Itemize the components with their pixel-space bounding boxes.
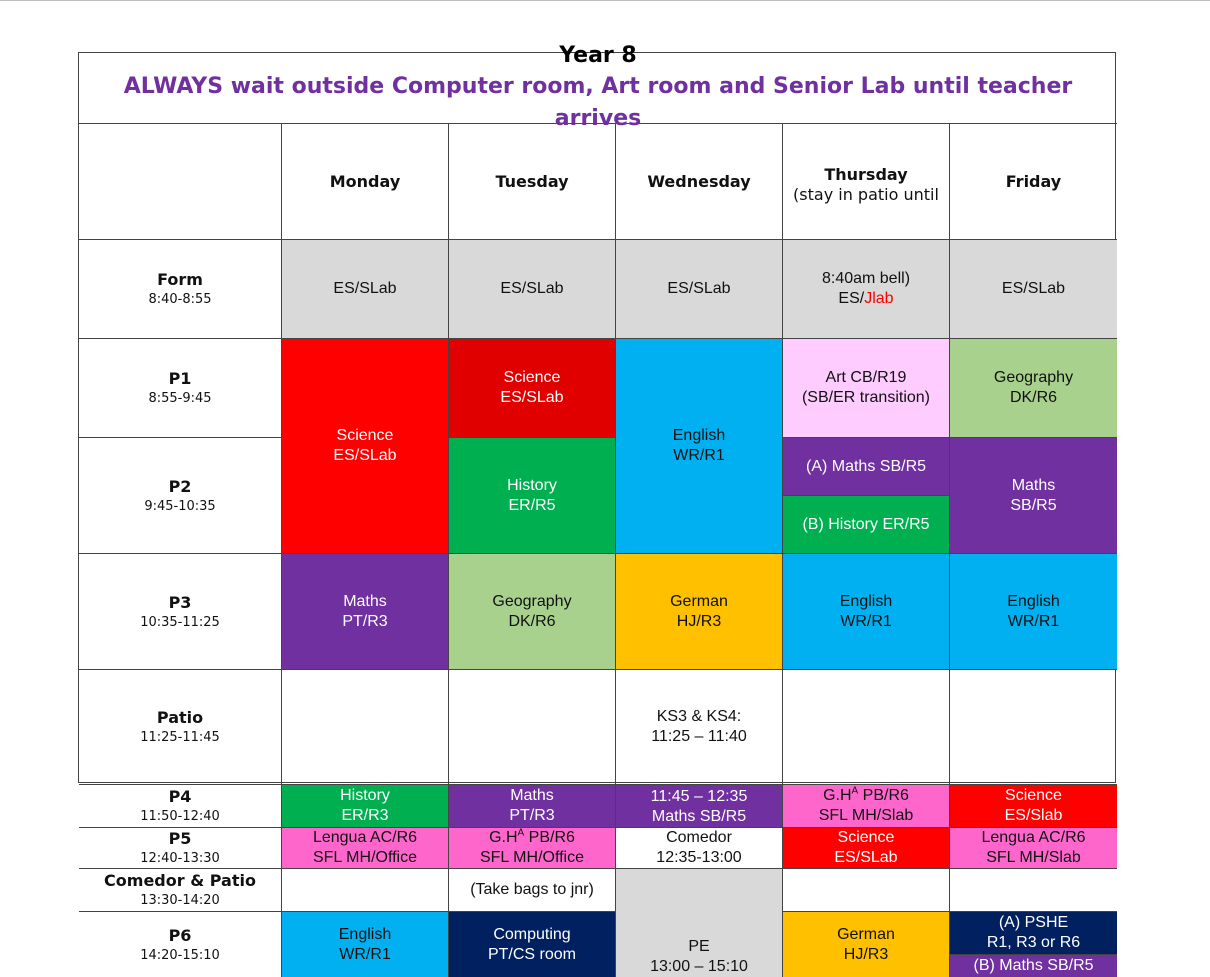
cell-form-wednesday: ES/SLab [616, 240, 783, 339]
cell-p5-wednesday: Comedor 12:35-13:00 [616, 828, 783, 869]
cell-p6-tuesday: Computing PT/CS room [449, 912, 616, 977]
day-header-thursday: Thursday (stay in patio until [783, 124, 950, 240]
cell-form-tuesday: ES/SLab [449, 240, 616, 339]
period-label-p5: P5 12:40-13:30 [79, 828, 282, 869]
cell-p3-friday: English WR/R1 [950, 554, 1117, 670]
timetable-grid [78, 43, 1116, 975]
cell-patio-wednesday: KS3 & KS4: 11:25 – 11:40 [616, 670, 783, 785]
period-label-p1: P1 8:55-9:45 [79, 339, 282, 438]
cell-comedor-friday [950, 869, 1117, 912]
cell-p4-wednesday: 11:45 – 12:35 Maths SB/R5 [616, 785, 783, 828]
period-label-comedor: Comedor & Patio 13:30-14:20 [79, 869, 282, 912]
jlab-highlight: Jlab [864, 290, 894, 307]
day-header-wednesday: Wednesday [616, 124, 783, 240]
cell-comedor-monday [282, 869, 449, 912]
cell-patio-thursday [783, 670, 950, 785]
cell-patio-friday [950, 670, 1117, 785]
cell-p3-wednesday: German HJ/R3 [616, 554, 783, 670]
top-border-line [0, 0, 1210, 1]
cell-p4-friday: Science ES/Slab [950, 785, 1117, 828]
thursday-note: (stay in patio until [793, 184, 939, 204]
cell-p3-tuesday: Geography DK/R6 [449, 554, 616, 670]
cell-p1p2-wednesday: English WR/R1 [616, 339, 783, 554]
day-header-monday: Monday [282, 124, 449, 240]
cell-p4-monday: History ER/R3 [282, 785, 449, 828]
cell-p1-friday: Geography DK/R6 [950, 339, 1117, 438]
period-label-p4: P4 11:50-12:40 [79, 785, 282, 828]
cell-patio-tuesday [449, 670, 616, 785]
cell-p6b-friday: (B) Maths SB/R5 [950, 955, 1117, 977]
cell-p2-tuesday: History ER/R5 [449, 438, 616, 554]
cell-form-thursday: 8:40am bell) ES/Jlab [783, 240, 950, 339]
timetable-header [79, 43, 1117, 131]
cell-comedor-thursday [783, 869, 950, 912]
cell-p5-thursday: Science ES/SLab [783, 828, 950, 869]
cell-form-friday: ES/SLab [950, 240, 1117, 339]
day-header-tuesday: Tuesday [449, 124, 616, 240]
cell-p1-tuesday: Science ES/SLab [449, 339, 616, 438]
period-label-p3: P3 10:35-11:25 [79, 554, 282, 670]
cell-p3-monday: Maths PT/R3 [282, 554, 449, 670]
cell-p5-tuesday: $G.H^A$ PB/R6 SFL MH/Office [449, 828, 616, 869]
cell-p1p2-monday: Science ES/SLab [282, 339, 449, 554]
corner-cell [79, 124, 282, 240]
cell-p1-thursday: Art CB/R19 (SB/ER transition) [783, 339, 950, 438]
cell-pe-wednesday: PE 13:00 – 15:10 [616, 869, 783, 977]
page-subtitle: ALWAYS wait outside Computer room, Art room and Senior Lab until teacher arrives [123, 74, 1073, 131]
period-label-p2: P2 9:45-10:35 [79, 438, 282, 554]
cell-comedor-tuesday: (Take bags to jnr) [449, 869, 616, 912]
cell-p2b-thursday: (B) History ER/R5 [783, 496, 950, 554]
day-header-friday: Friday [950, 124, 1117, 240]
cell-p5-friday: Lengua AC/R6 SFL MH/Slab [950, 828, 1117, 869]
cell-form-monday: ES/SLab [282, 240, 449, 339]
cell-p6-thursday: German HJ/R3 [783, 912, 950, 977]
cell-p5-monday: Lengua AC/R6 SFL MH/Office [282, 828, 449, 869]
cell-p4-thursday: $G.H^A$ PB/R6 SFL MH/Slab [783, 785, 950, 828]
cell-p6-monday: English WR/R1 [282, 912, 449, 977]
period-label-patio: Patio 11:25-11:45 [79, 670, 282, 785]
cell-p3-thursday: English WR/R1 [783, 554, 950, 670]
period-label-form: Form 8:40-8:55 [79, 240, 282, 339]
cell-patio-monday [282, 670, 449, 785]
cell-p6a-friday: (A) PSHE R1, R3 or R6 [950, 912, 1117, 955]
page-title: Year 8 [559, 43, 637, 68]
period-label-p6: P6 14:20-15:10 [79, 912, 282, 977]
cell-p2-friday: Maths SB/R5 [950, 438, 1117, 554]
cell-p4-tuesday: Maths PT/R3 [449, 785, 616, 828]
cell-p2a-thursday: (A) Maths SB/R5 [783, 438, 950, 496]
